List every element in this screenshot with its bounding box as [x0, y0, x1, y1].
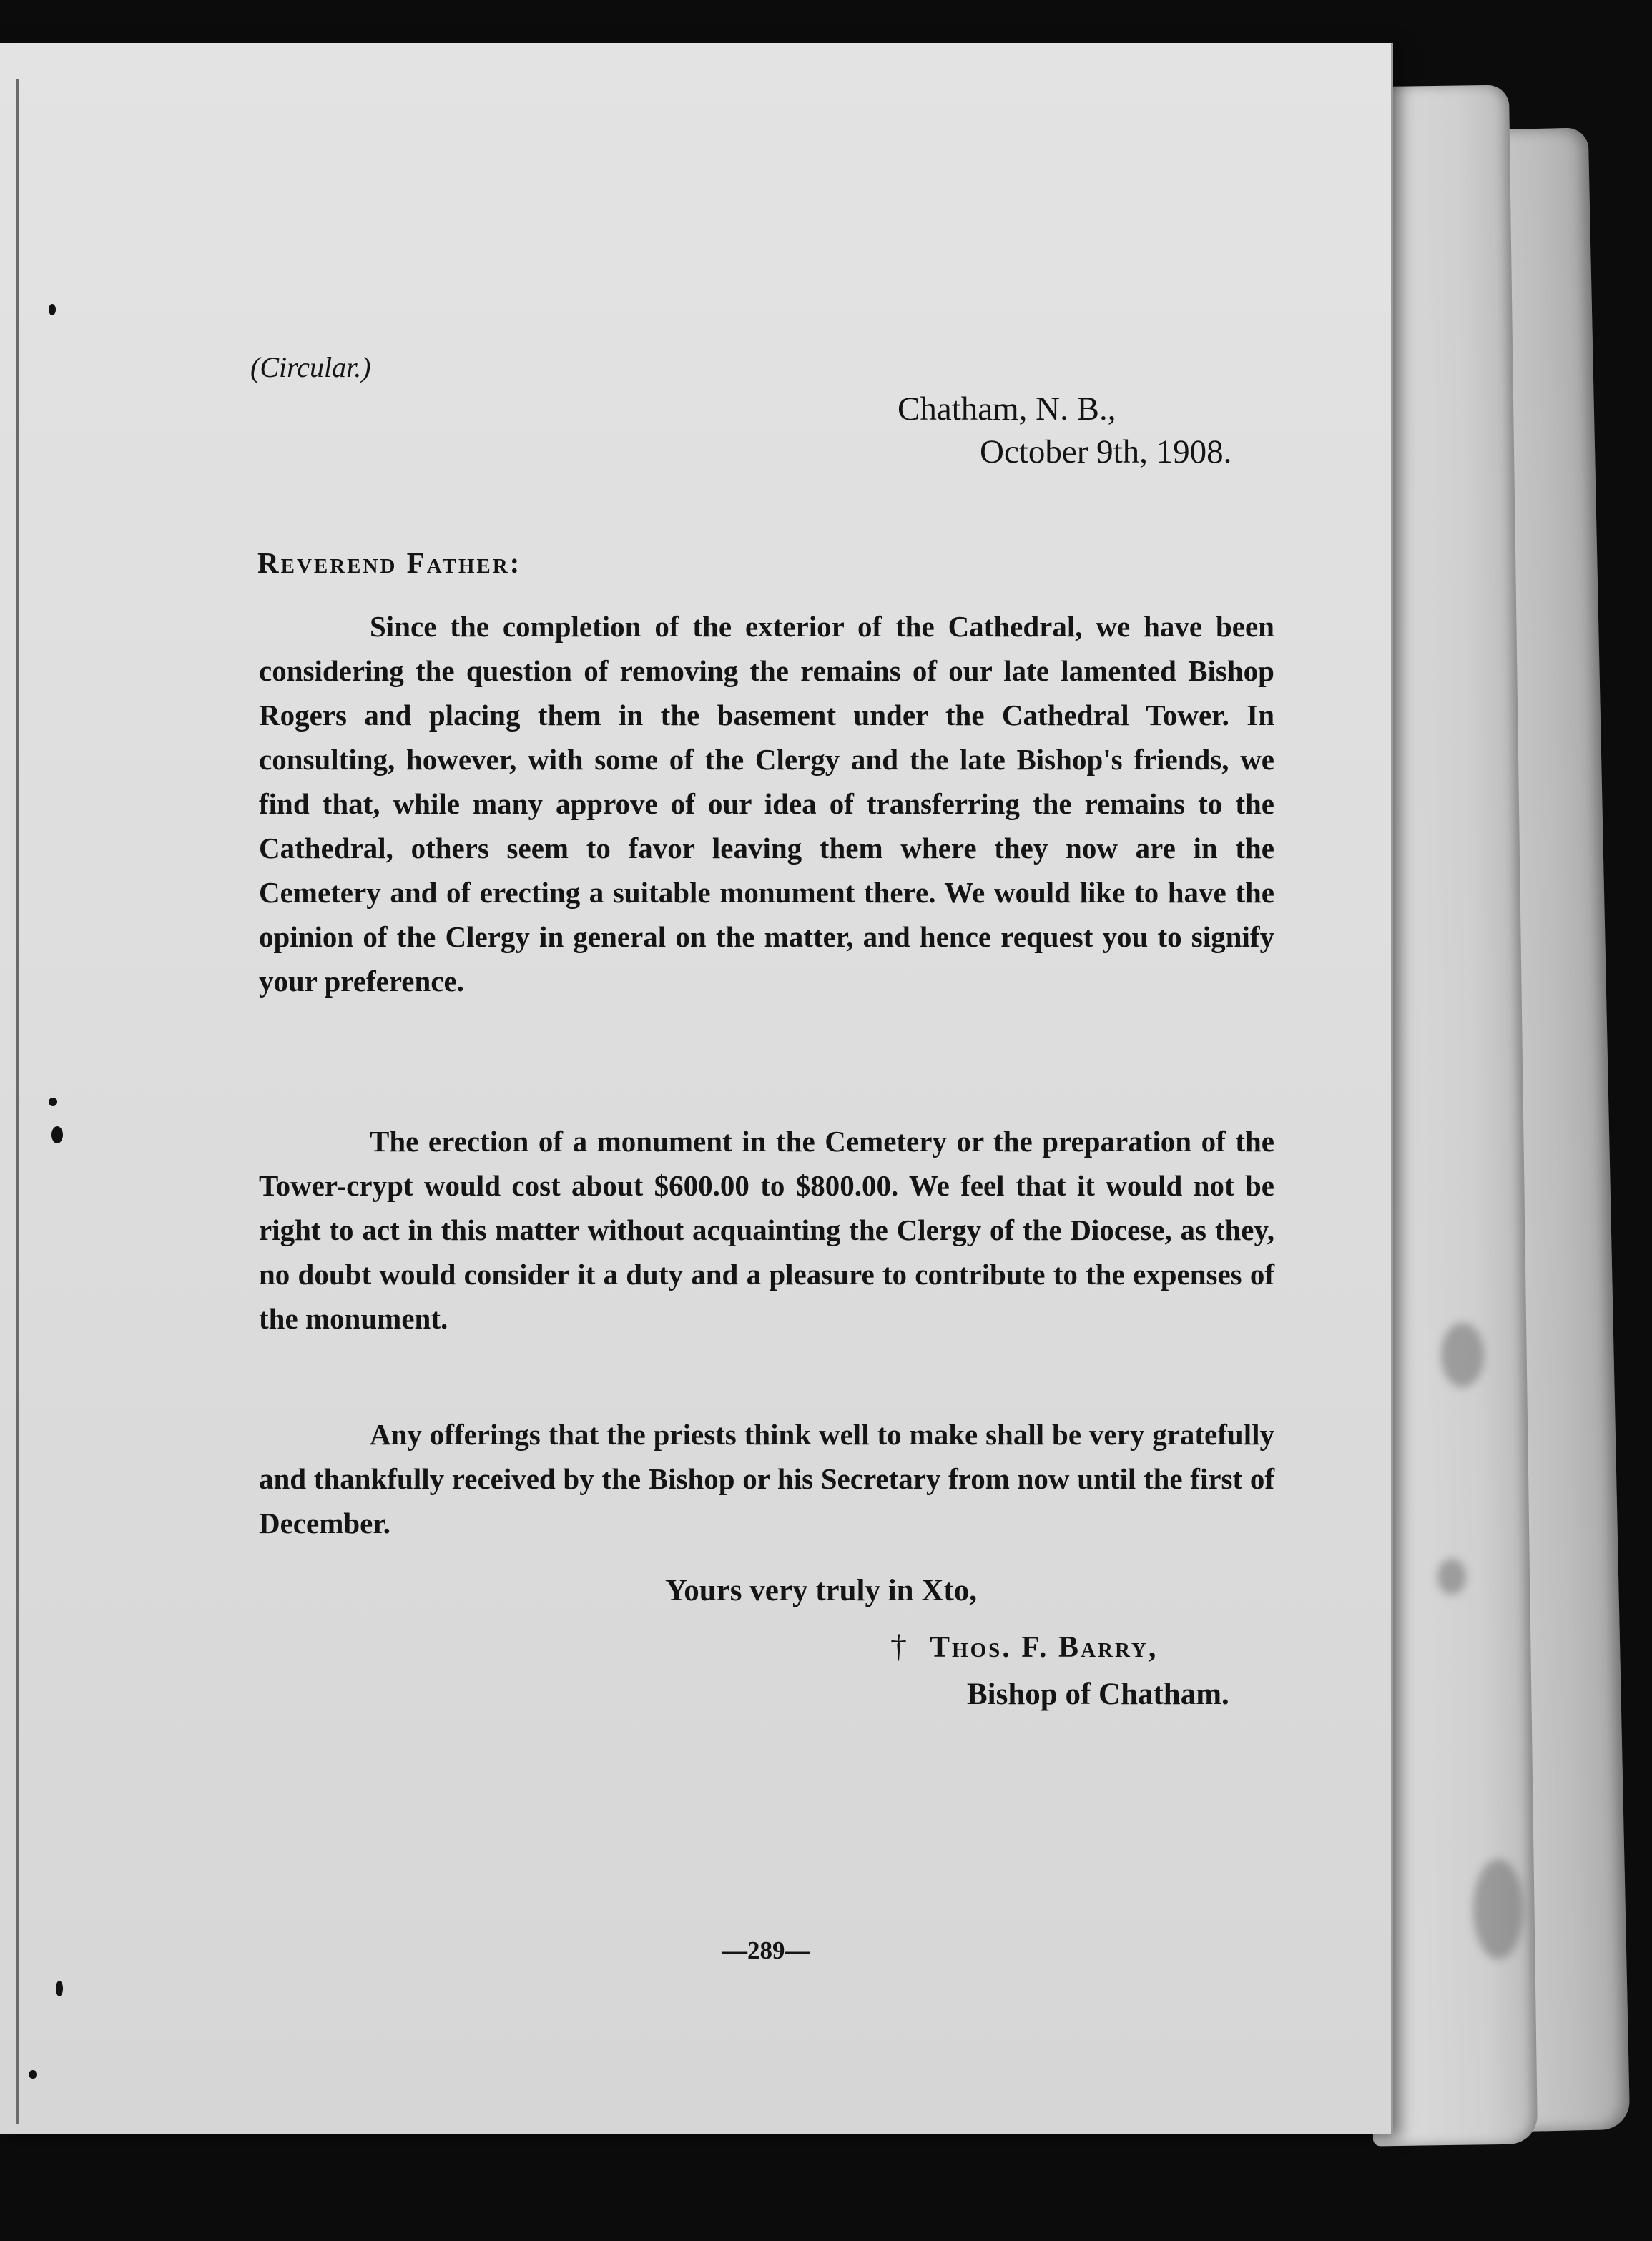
page-stain [1437, 1559, 1466, 1595]
binding-gutter [16, 79, 19, 2124]
scan-speck [49, 1098, 57, 1106]
body-paragraph: Since the completion of the exterior of the Cathedral, we have been considering the question of removing the remains of our late lamented Bishop Rogers and placing them in the basement under the Cathedral Tower. In consulting, however, with some of the Clergy and the late Bishop's friends, we find that, while many approve of our idea of transferring the remains to the Cathedral, others seem to favor leaving them where they now are in the Cemetery and of erecting a suitable monument there. We would like to have the opinion of the Clergy in general on the matter, and hence request you to signify your preference. [259, 610, 1274, 998]
page-stain [1441, 1323, 1484, 1387]
episcopal-cross: † [890, 1627, 907, 1664]
scan-speck [49, 304, 56, 315]
scan-speck [51, 1126, 63, 1143]
body-paragraph: The erection of a monument in the Cemetery or the preparation of the Tower-crypt would cost about $600.00 to $800.00. We feel that it would not be right to act in this matter without acquainting the Clergy of the Diocese, as they, no doubt would consider it a duty and a pleasure to contribute to the expenses of the monument. [259, 1125, 1274, 1335]
scan-speck [56, 1981, 63, 1996]
body-paragraph: Any offerings that the priests think well to make shall be very gratefully and thankfully received by the Bishop or his Secretary from now until the first of December. [259, 1418, 1274, 1540]
scan-speck [29, 2070, 37, 2079]
signer-title: Bishop of Chatham. [967, 1678, 1229, 1711]
page-number: —289— [722, 1936, 810, 1964]
document-page [0, 43, 1393, 2134]
signer-name: Thos. F. Barry, [930, 1631, 1159, 1664]
letter-place: Chatham, N. B., [898, 390, 1116, 428]
salutation: Reverend Father: [257, 546, 522, 579]
circular-label: (Circular.) [250, 351, 371, 383]
page-stain [1473, 1859, 1523, 1959]
closing-line: Yours very truly in Xto, [665, 1574, 977, 1607]
letter-date: October 9th, 1908. [980, 433, 1232, 471]
